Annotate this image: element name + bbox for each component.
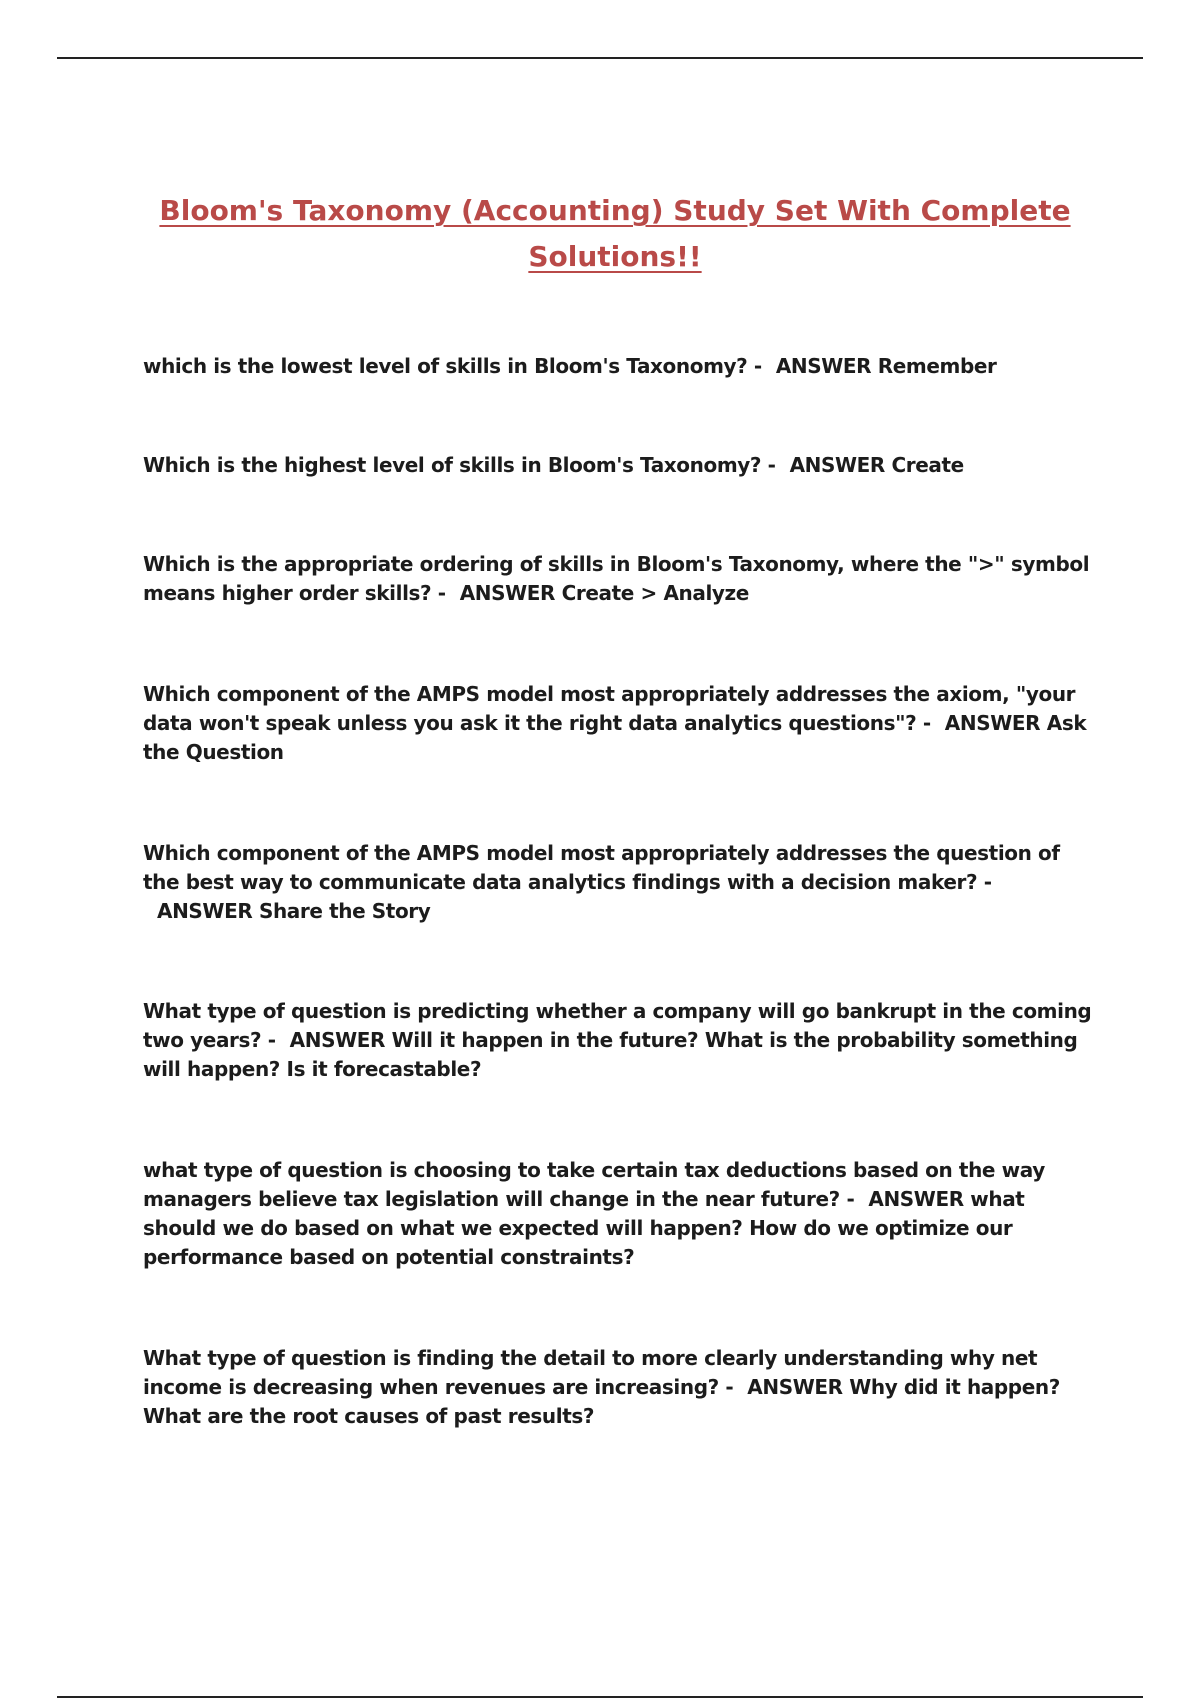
qa-item-8 bbox=[143, 1344, 1098, 1431]
answer-text: Why did it happen? What are the root causes of past results? bbox=[143, 1375, 1060, 1428]
qa-item-3 bbox=[143, 550, 1098, 608]
question-text: Which component of the AMPS model most appropriately addresses the question of the best way to communicate data analytics findings with a decision maker? - bbox=[143, 841, 1060, 894]
answer-text: Ask the Question bbox=[143, 711, 1087, 764]
question-text: What type of question is finding the detail to more clearly understanding why net income is decreasing when revenues are increasing? - bbox=[143, 1346, 1038, 1399]
qa-item-5 bbox=[143, 839, 1098, 926]
question-text: which is the lowest level of skills in Bloom's Taxonomy? - bbox=[143, 354, 762, 378]
answer-text: Create > Analyze bbox=[561, 581, 749, 605]
answer-label: ANSWER bbox=[289, 1028, 386, 1052]
footer-rule bbox=[57, 1696, 1143, 1698]
qa-item-6 bbox=[143, 997, 1098, 1084]
qa-item-1 bbox=[143, 352, 1098, 381]
answer-text: Create bbox=[891, 453, 964, 477]
answer-text: Will it happen in the future? What is the probability something will happen? Is it forecastable? bbox=[143, 1028, 1078, 1081]
document-title-text: Bloom's Taxonomy (Accounting) Study Set With Complete Solutions!! bbox=[159, 194, 1071, 273]
answer-label: ANSWER bbox=[868, 1187, 964, 1211]
question-text: Which is the highest level of skills in Bloom's Taxonomy? - bbox=[143, 453, 776, 477]
question-text: What type of question is predicting whether a company will go bankrupt in the coming two years? - bbox=[143, 999, 1092, 1052]
header-rule bbox=[57, 57, 1143, 59]
answer-label: ANSWER bbox=[789, 453, 885, 477]
answer-text: what should we do based on what we expected will happen? How do we optimize our performance based on potential constraints? bbox=[143, 1187, 1025, 1269]
answer-label: ANSWER bbox=[944, 711, 1041, 735]
document-title bbox=[150, 188, 1080, 280]
question-text: what type of question is choosing to take certain tax deductions based on the way managers believe tax legislation will change in the near future? - bbox=[143, 1158, 1045, 1211]
question-text: Which is the appropriate ordering of skills in Bloom's Taxonomy, where the ">" symbol means higher order skills? - bbox=[143, 552, 1090, 605]
answer-label: ANSWER bbox=[459, 581, 556, 605]
question-text: Which component of the AMPS model most appropriately addresses the axiom, "your data won't speak unless you ask it the right data analytics questions"? - bbox=[143, 682, 1076, 735]
answer-label: ANSWER bbox=[157, 899, 253, 923]
answer-text: Remember bbox=[877, 354, 997, 378]
answer-text: Share the Story bbox=[258, 899, 431, 923]
answer-label: ANSWER bbox=[775, 354, 872, 378]
answer-label: ANSWER bbox=[747, 1375, 843, 1399]
qa-item-4 bbox=[143, 680, 1098, 767]
qa-item-7 bbox=[143, 1156, 1098, 1272]
qa-item-2 bbox=[143, 451, 1098, 480]
